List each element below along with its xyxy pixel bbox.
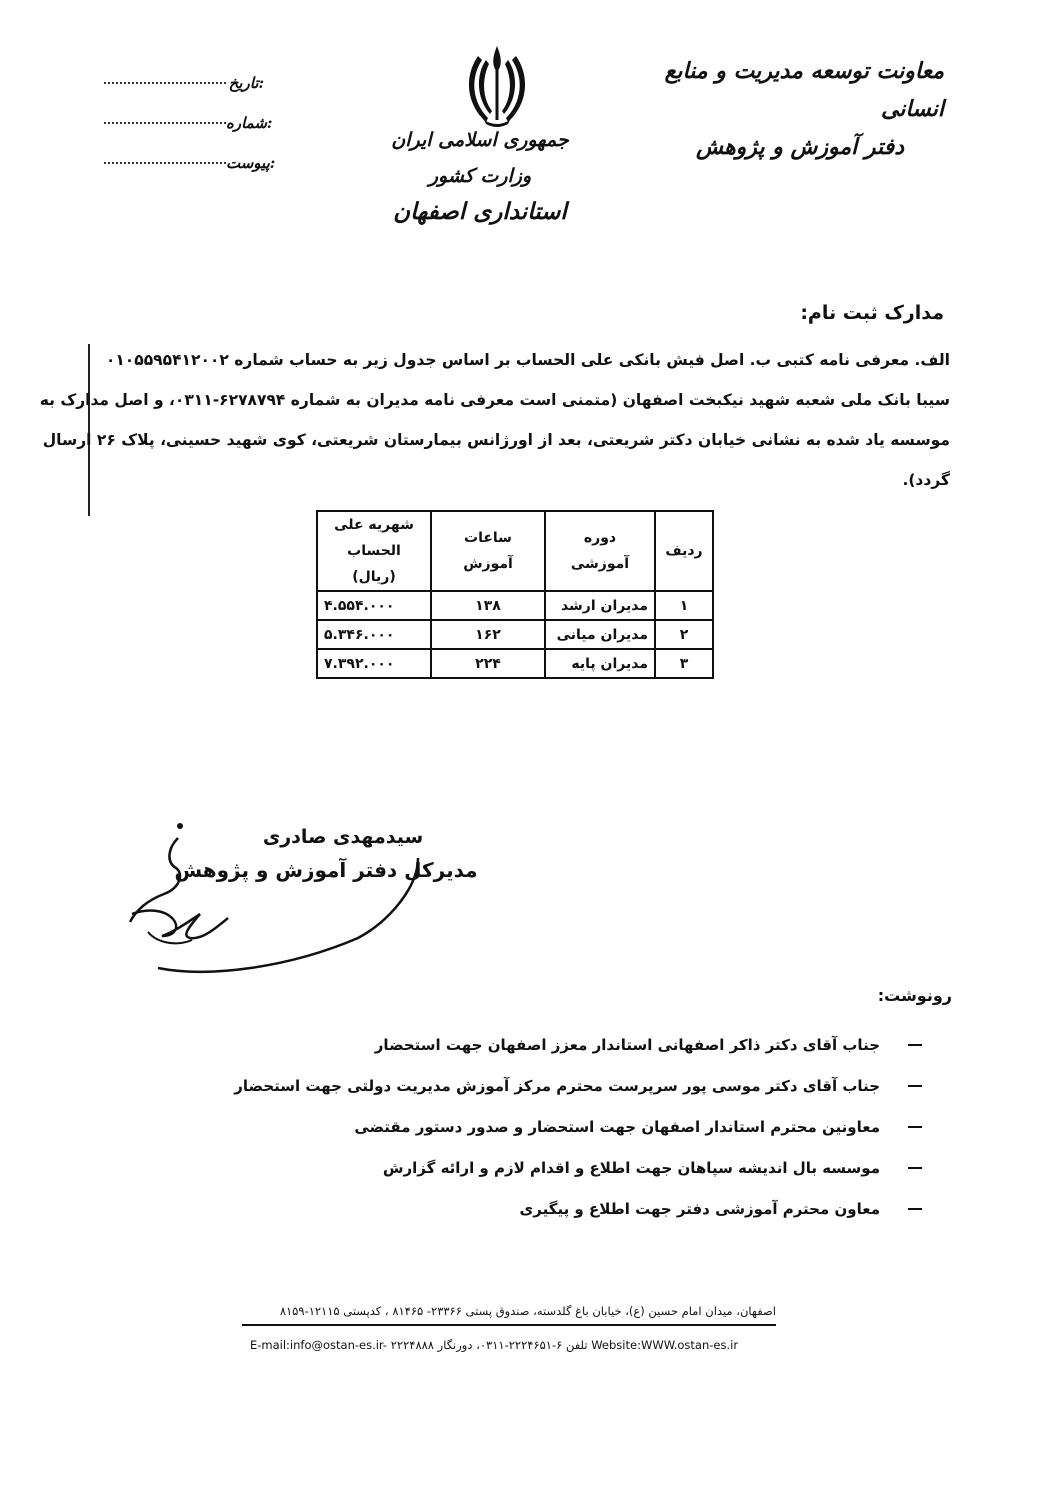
cc-item-text: جناب آقای دکتر موسی پور سرپرست محترم مرکز آموزش مدیریت دولتی جهت استحضار bbox=[234, 1076, 880, 1095]
ministry-header bbox=[380, 122, 580, 230]
paragraph-line: موسسه یاد شده به نشانی خیابان دکتر شریعتی، بعد از اورژانس بیمارستان شریعتی، کوی شهید حسینی، پلاک ۲۶ ارسال bbox=[42, 431, 950, 449]
cc-item-text: معاون محترم آموزشی دفتر جهت اطلاع و پیگیری bbox=[519, 1199, 880, 1218]
cc-item-text: معاونین محترم استاندار اصفهان جهت استحضار و صدور دستور مقتضی bbox=[354, 1117, 880, 1136]
table-row bbox=[317, 649, 713, 678]
meta-date-row bbox=[104, 52, 264, 92]
department-line1: معاونت توسعه مدیریت و منابع انسانی bbox=[664, 58, 944, 122]
meta-number-label: شماره: bbox=[226, 114, 273, 132]
cc-item-text: جناب آقای دکتر ذاکر اصفهانی استاندار معزز اصفهان جهت استحضار bbox=[374, 1035, 880, 1054]
department-line2: دفتر آموزش و پژوهش bbox=[696, 134, 904, 160]
header-fee-line1: شهریه علی الحساب bbox=[334, 517, 414, 559]
cell-row-number: ۱ bbox=[655, 591, 713, 620]
cc-heading: رونوشت: bbox=[877, 986, 952, 1005]
cc-item-text: موسسه بال اندیشه سپاهان جهت اطلاع و اقدام لازم و ارائه گزارش bbox=[382, 1158, 880, 1177]
list-item bbox=[222, 1106, 922, 1147]
department-header bbox=[644, 52, 944, 166]
fee-table bbox=[316, 510, 714, 679]
footer-contact: E-mail:info@ostan-es.ir- ۲۲۲۴۸۸۸ تلفن ۶-۲۲۲۴۶۵۱-۰۳۱۱، دورنگار Website:WWW.ostan-es.ir bbox=[250, 1338, 739, 1352]
dash-bullet-icon bbox=[908, 1126, 922, 1128]
cell-course: مدیران پایه bbox=[545, 649, 655, 678]
iran-emblem-icon bbox=[462, 40, 532, 130]
paragraph-line: گردد). bbox=[902, 471, 950, 489]
dash-bullet-icon bbox=[908, 1085, 922, 1087]
meta-date-label: تاریخ: bbox=[228, 74, 264, 92]
ministry-name: وزارت کشور bbox=[428, 165, 532, 187]
meta-number-field bbox=[104, 121, 226, 124]
signer-name: سیدمهدی صادری bbox=[262, 826, 424, 848]
cell-hours: ۱۶۲ bbox=[431, 620, 545, 649]
table-row bbox=[317, 591, 713, 620]
letter-meta bbox=[104, 52, 276, 172]
paragraph-line: سیبا بانک ملی شعبه شهید نیکبخت اصفهان (متمنی است معرفی نامه مدیران به شماره ۶۲۷۸۷۹۴-۰۳۱۱، و اصل مدارک به bbox=[39, 391, 950, 409]
header-fee-line2: (ریال) bbox=[352, 569, 396, 585]
cell-fee: ۵.۳۴۶.۰۰۰ bbox=[317, 620, 431, 649]
cell-course: مدیران ارشد bbox=[545, 591, 655, 620]
meta-number-row bbox=[104, 92, 273, 132]
republic-name: جمهوری اسلامی ایران bbox=[391, 129, 569, 151]
governorate-name: استانداری اصفهان bbox=[393, 198, 567, 225]
list-item bbox=[222, 1147, 922, 1188]
cc-list bbox=[222, 1024, 922, 1229]
registration-title: مدارک ثبت نام: bbox=[800, 302, 944, 324]
header-course-line2: آموزشی bbox=[570, 556, 630, 572]
header-fee bbox=[317, 511, 431, 591]
meta-date-field bbox=[104, 81, 226, 84]
list-item bbox=[222, 1024, 922, 1065]
meta-attachment-field bbox=[104, 161, 226, 164]
dash-bullet-icon bbox=[908, 1167, 922, 1169]
cell-fee: ۷.۳۹۲.۰۰۰ bbox=[317, 649, 431, 678]
header-course-line1: دوره bbox=[583, 530, 617, 546]
header-hours-line1: ساعات bbox=[464, 530, 512, 546]
header-hours-line2: آموزش bbox=[463, 556, 513, 572]
list-item bbox=[222, 1065, 922, 1106]
header-course bbox=[545, 511, 655, 591]
registration-paragraph bbox=[39, 340, 950, 500]
cell-row-number: ۳ bbox=[655, 649, 713, 678]
cell-course: مدیران میانی bbox=[545, 620, 655, 649]
header-hours bbox=[431, 511, 545, 591]
footer-address: اصفهان، میدان امام حسین (ع)، خیابان باغ گلدسته، صندوق پستی ۲۳۳۶۶- ۸۱۴۶۵ ، کدپستی ۱۲۱۱۵-۸۱۵۹ bbox=[242, 1304, 776, 1326]
cell-hours: ۲۲۴ bbox=[431, 649, 545, 678]
dash-bullet-icon bbox=[908, 1208, 922, 1210]
dash-bullet-icon bbox=[908, 1044, 922, 1046]
paragraph-line: الف. معرفی نامه کتبی ب. اصل فیش بانکی علی الحساب بر اساس جدول زیر به حساب شماره ۰۱۰۵۵۹۵۴۱۲۰۰۲ bbox=[105, 351, 950, 369]
list-item bbox=[222, 1188, 922, 1229]
signer-title: مدیرکل دفتر آموزش و پژوهش bbox=[174, 858, 478, 882]
table-row bbox=[317, 620, 713, 649]
cell-fee: ۴.۵۵۴.۰۰۰ bbox=[317, 591, 431, 620]
cell-row-number: ۲ bbox=[655, 620, 713, 649]
meta-attachment-row bbox=[104, 132, 276, 172]
meta-attachment-label: پیوست: bbox=[226, 154, 276, 172]
header-row-number: ردیف bbox=[655, 511, 713, 591]
table-header-row bbox=[317, 511, 713, 591]
cell-hours: ۱۳۸ bbox=[431, 591, 545, 620]
